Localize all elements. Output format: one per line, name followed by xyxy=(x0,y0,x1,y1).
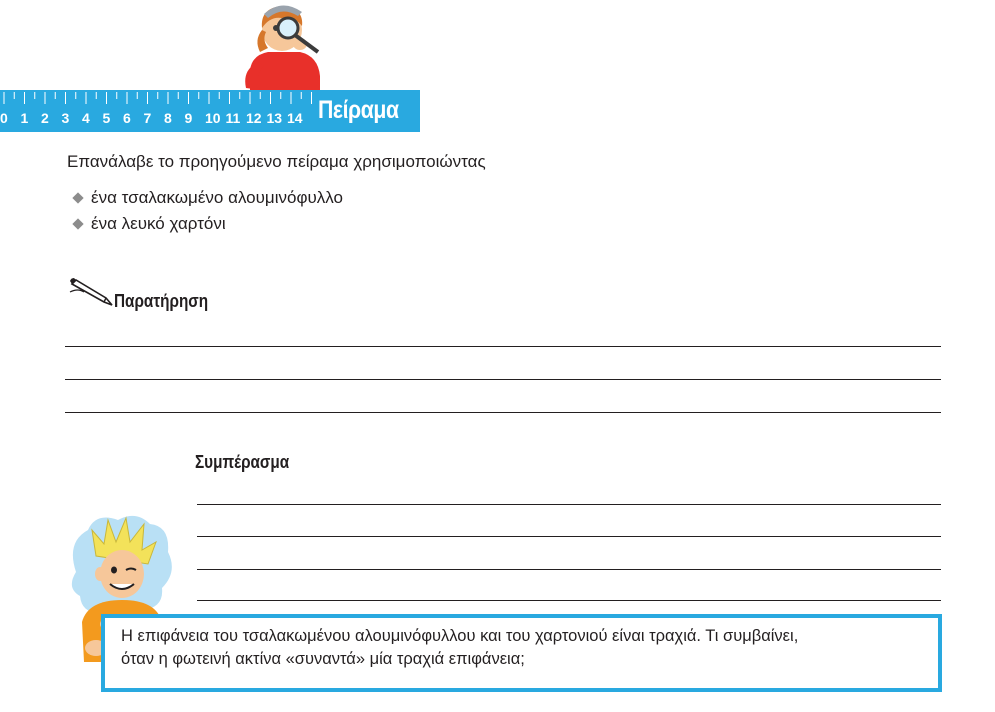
question-text xyxy=(121,625,930,671)
ruler-number: 5 xyxy=(102,110,111,126)
pencil-icon xyxy=(68,278,116,308)
list-item xyxy=(72,214,226,234)
ruler-number: 6 xyxy=(123,110,131,126)
ruler-number: 13 xyxy=(266,110,283,126)
section-title: Πείραμα xyxy=(318,96,399,124)
ruler-number: 0 xyxy=(0,110,8,126)
ruler-number: 7 xyxy=(143,110,152,126)
question-box xyxy=(101,614,942,692)
ruler-number: 11 xyxy=(225,110,241,126)
answer-line xyxy=(197,536,941,537)
material-label: ένα τσαλακωμένο αλουμινόφυλλο xyxy=(91,188,343,207)
question-line: όταν η φωτεινή ακτίνα «συναντά» μία τραχιά επιφάνεια; xyxy=(121,650,525,668)
answer-line xyxy=(65,346,941,347)
list-item xyxy=(72,188,343,208)
ruler-number: 14 xyxy=(287,110,303,126)
ruler-number: 4 xyxy=(82,110,90,126)
diamond-bullet-icon xyxy=(72,192,83,203)
diamond-bullet-icon xyxy=(72,218,83,229)
ruler-number: 12 xyxy=(246,110,262,126)
ruler-number: 1 xyxy=(20,110,29,126)
answer-line xyxy=(65,412,941,413)
detective-boy-icon xyxy=(238,0,328,104)
material-label: ένα λευκό χαρτόνι xyxy=(91,214,226,233)
conclusion-heading: Συμπέρασμα xyxy=(195,452,290,472)
ruler-number: 3 xyxy=(61,110,70,126)
answer-line xyxy=(197,504,941,505)
ruler-number: 2 xyxy=(41,110,49,126)
answer-line xyxy=(65,379,941,380)
instruction-text: Επανάλαβε το προηγούμενο πείραμα χρησιμοποιώντας xyxy=(67,152,486,171)
question-line: Η επιφάνεια του τσαλακωμένου αλουμινόφυλλου και του χαρτονιού είναι τραχιά. Τι συμβαίνει, xyxy=(121,627,799,645)
ruler-header xyxy=(0,90,420,132)
ruler-number: 9 xyxy=(184,110,193,126)
answer-line xyxy=(197,600,941,601)
answer-line xyxy=(197,569,941,570)
observation-heading: Παρατήρηση xyxy=(114,291,209,311)
ruler-number: 10 xyxy=(205,110,221,126)
ruler-number: 8 xyxy=(164,110,172,126)
